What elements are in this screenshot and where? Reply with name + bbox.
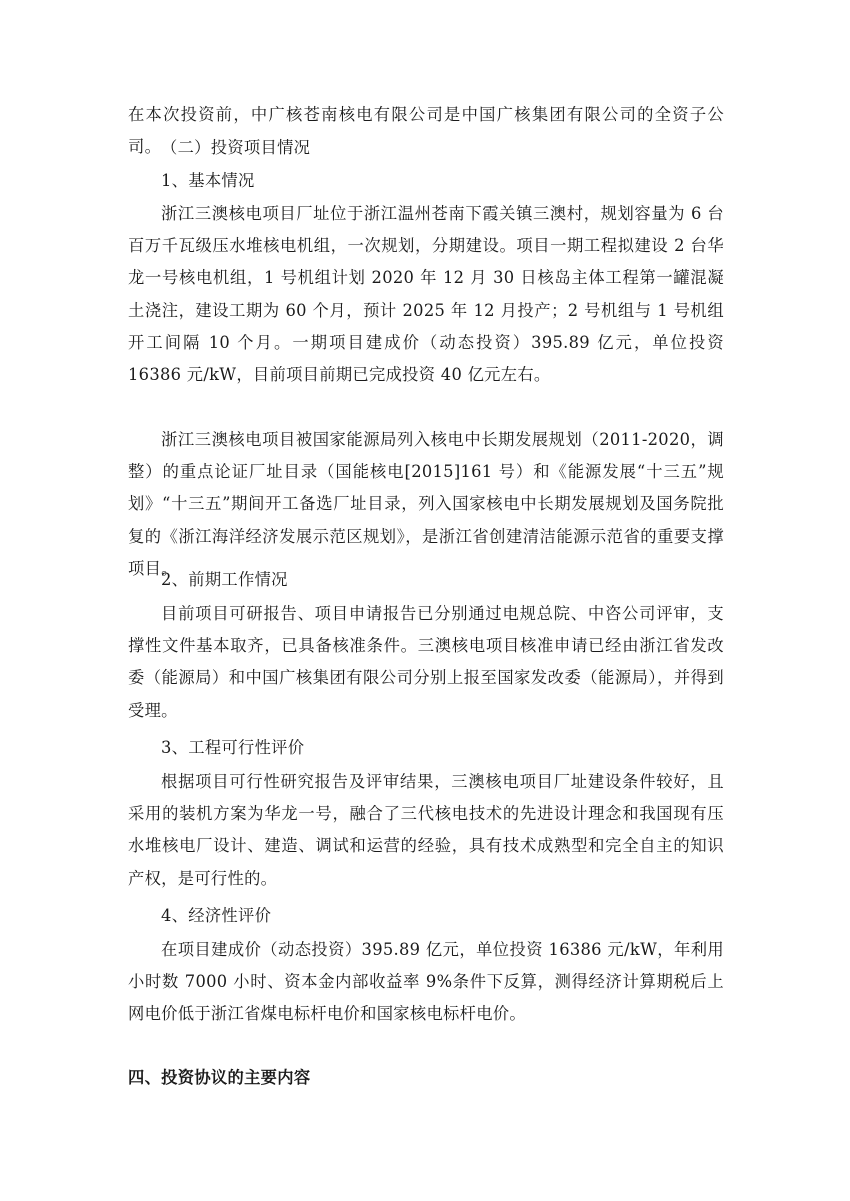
paragraph-preliminary-work: 目前项目可研报告、项目申请报告已分别通过电规总院、中咨公司评审，支撑性文件基本取齐，已具备核准条件。三澳核电项目核准申请已经由浙江省发改委（能源局）和中国广核集团有限公司分别上报至国家发改委（能源局），并得到受理。 (128, 604, 724, 720)
subheading-feasibility: 3、工程可行性评价 (161, 738, 305, 757)
paragraph-basic-info: 浙江三澳核电项目厂址位于浙江温州苍南下霞关镇三澳村，规划容量为 6 台百万千瓦级压水堆核电机组，一次规划，分期建设。项目一期工程拟建设 2 台华龙一号核电机组，1 号机组计划 2020 年 12 月 30 日核岛主体工程第一罐混凝土浇注，建设工期为 60 个月，预计 2025 年 12 月投产；2 号机组与 1 号机组开工间隔 10 个月。一期项目建成价（动态投资）395.89 亿元，单位投资 16386 元/kW，目前项目前期已完成投资 40 亿元左右。 (128, 204, 724, 385)
subheading-economics: 4、经济性评价 (161, 906, 272, 925)
paragraph-economics: 在项目建成价（动态投资）395.89 亿元，单位投资 16386 元/kW，年利用小时数 7000 小时、资本金内部收益率 9%条件下反算，测得经济计算期税后上网电价低于浙江省煤电标杆电价和国家核电标杆电价。 (128, 940, 724, 1024)
subheading-basic-info: 1、基本情况 (161, 171, 255, 190)
paragraph-feasibility: 根据项目可行性研究报告及评审结果，三澳核电项目厂址建设条件较好，且采用的装机方案为华龙一号，融合了三代核电技术的先进设计理念和我国现有压水堆核电厂设计、建造、调试和运营的经验，具有技术成熟型和完全自主的知识产权，是可行性的。 (128, 772, 724, 888)
paragraph-planning-status: 浙江三澳核电项目被国家能源局列入核电中长期发展规划（2011-2020，调整）的重点论证厂址目录（国能核电[2015]161 号）和《能源发展“十三五”规划》“十三五”期间开工备选厂址目录，列入国家核电中长期发展规划及国务院批复的《浙江海洋经济发展示范区规划》，是浙江省创建清洁能源示范省的重要支撑项目。 (128, 430, 724, 578)
section-heading-agreement: 四、投资协议的主要内容 (128, 1068, 311, 1087)
subheading-investment-project: （二）投资项目情况 (161, 138, 311, 157)
paragraph-ownership: 在本次投资前，中广核苍南核电有限公司是中国广核集团有限公司的全资子公司。 (128, 105, 724, 157)
subheading-preliminary-work: 2、前期工作情况 (161, 570, 288, 589)
